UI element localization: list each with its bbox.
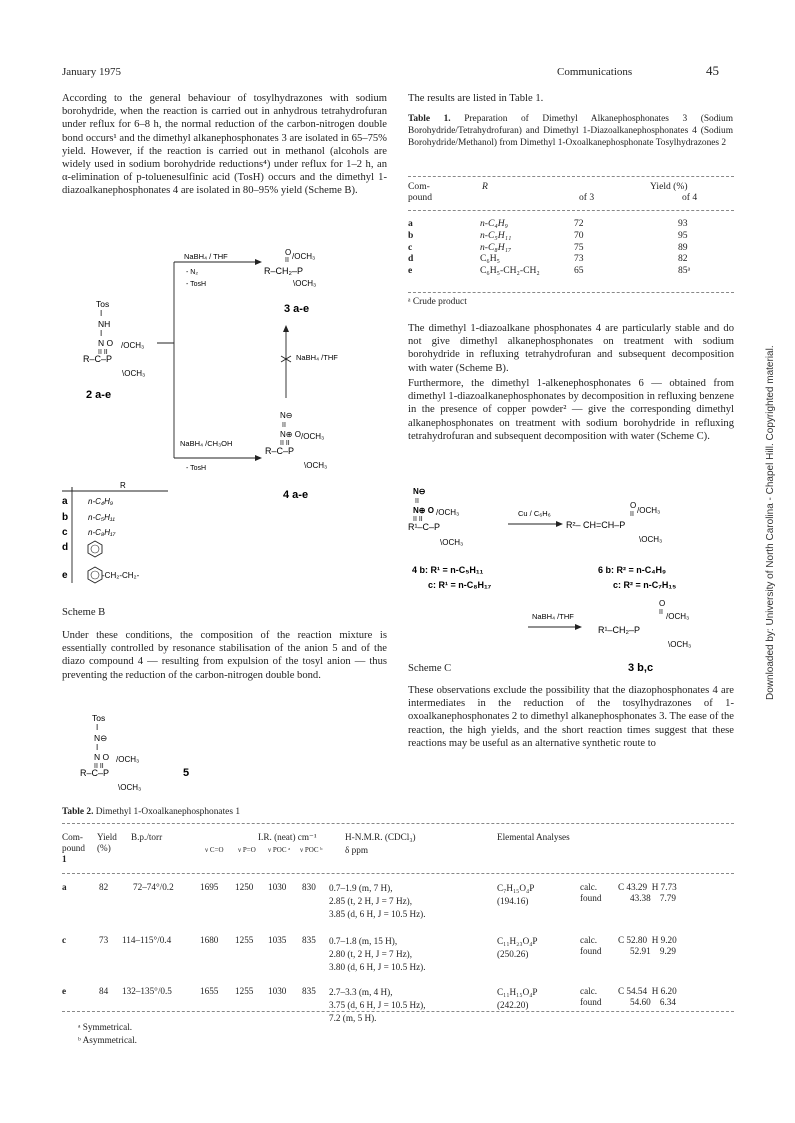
svg-text:II: II xyxy=(285,257,289,264)
scheme-b-label-4: 4 a-e xyxy=(283,489,309,501)
table2-header-yield: Yield (%) xyxy=(97,832,117,853)
right-paragraph-2: Furthermore, the dimethyl 1-alkenephosphonates 6 — obtained from dimethyl 1-diazoalkanephosphonates by decomposition in refluxing benzene in the presence of copper powder² — give the corresponding dimethyl alkanephosphonates on treatment with sodium borohydride in refluxing tetrahydrofuran and subsequent decomposition with water (Scheme C). xyxy=(408,378,734,442)
scheme-b-diagram xyxy=(62,248,392,603)
svg-text:II II: II II xyxy=(98,349,108,356)
running-date: January 1975 xyxy=(62,66,121,78)
scheme-c-caption: Scheme C xyxy=(408,663,452,674)
table2-caption-label: Table 2. xyxy=(62,807,94,817)
svg-text:\OCH₃: \OCH₃ xyxy=(118,783,142,792)
table2-header-nmr-sub: δ ppm xyxy=(345,845,368,855)
r-id-a: a xyxy=(62,496,68,507)
scheme-c-reagent-1: Cu / C₆H₆ xyxy=(518,509,551,518)
svg-text:/OCH₃: /OCH₃ xyxy=(666,612,690,621)
table2-caption-text: Dimethyl 1-Oxoalkanephosphonates 1 xyxy=(95,807,241,817)
svg-text:I: I xyxy=(96,743,99,752)
running-journal: Communications xyxy=(557,66,633,78)
svg-text:N⊖: N⊖ xyxy=(413,487,426,496)
scheme-b-caption: Scheme B xyxy=(62,607,106,618)
scheme-b-top-reagent: NaBH₄ / THF xyxy=(184,252,228,261)
r-value-b: n-C₅H₁₁ xyxy=(88,513,115,522)
table1 xyxy=(408,218,690,277)
svg-text:N⊕ O: N⊕ O xyxy=(280,430,301,439)
svg-text:O: O xyxy=(630,501,637,510)
svg-text:N⊕ O: N⊕ O xyxy=(413,506,434,515)
table2-footnote-a: ᵃ Symmetrical. xyxy=(78,1022,133,1032)
svg-text:II: II xyxy=(282,422,286,429)
svg-text:/OCH₃: /OCH₃ xyxy=(292,252,316,261)
svg-text:N O: N O xyxy=(94,752,110,762)
svg-text:I: I xyxy=(100,309,103,318)
svg-text:\OCH₃: \OCH₃ xyxy=(668,640,692,649)
table2-header-ir: I.R. (neat) cm⁻¹ xyxy=(258,832,317,842)
right-paragraph-1: The dimethyl 1-diazoalkane phosphonates 4 are particularly stable and do not give dimethyl alkanephosphonates on treatment with sodium borohydride in refluxing tetrahydrofuran and subsequent decomposition with water (Scheme B). xyxy=(408,323,734,374)
svg-text:R–C–P: R–C–P xyxy=(83,354,113,364)
svg-text:Tos: Tos xyxy=(96,299,110,309)
scheme-c-label-4b: 4 b: R¹ = n-C₅H₁₁ xyxy=(412,565,484,575)
svg-text:R–CH₂–P: R–CH₂–P xyxy=(264,266,304,276)
table1-header-of3: of 3 xyxy=(579,192,595,203)
table-row: a n-C₄H₉ 72 93 xyxy=(408,218,688,229)
download-watermark: Downloaded by: University of North Carolina - Chapel Hill. Copyrighted material. xyxy=(765,345,776,700)
svg-text:I: I xyxy=(96,723,99,732)
scheme-b-mid-reagent: NaBH₄ /THF xyxy=(296,353,338,362)
scheme-b-label-3: 3 a-e xyxy=(284,303,310,315)
svg-text:II II: II II xyxy=(94,763,104,770)
svg-text:N O: N O xyxy=(98,338,114,348)
svg-text:R¹–C–P: R¹–C–P xyxy=(408,522,441,532)
table1-header-compound: Com- pound xyxy=(408,181,432,203)
table1-header-yield: Yield (%) xyxy=(650,181,688,192)
svg-text:\OCH₃: \OCH₃ xyxy=(639,535,663,544)
r-value-e: -CH₂-CH₂- xyxy=(102,571,140,580)
scheme-c-label-4c: c: R¹ = n-C₈H₁₇ xyxy=(428,580,492,590)
svg-text:I: I xyxy=(100,329,103,338)
svg-text:/OCH₃: /OCH₃ xyxy=(436,508,460,517)
scheme-b-label-2: 2 a-e xyxy=(86,389,112,401)
benzene-ring-icon xyxy=(88,541,102,557)
scheme-b-minus-tosh: - TosH xyxy=(186,281,207,288)
svg-text:\OCH₃: \OCH₃ xyxy=(304,461,328,470)
table2-header-ir-co: ν C=O xyxy=(205,846,224,854)
scheme-c-label-3bc: 3 b,c xyxy=(628,662,654,674)
svg-text:II II: II II xyxy=(280,440,290,447)
structure-label-5: 5 xyxy=(183,767,190,779)
benzene-ring-icon xyxy=(88,567,102,583)
r-id-c: c xyxy=(62,527,68,538)
table2-header-ir-po: ν P=O xyxy=(238,846,256,854)
scheme-b-minus-n2: - N₂ xyxy=(186,269,199,276)
svg-text:NH: NH xyxy=(98,319,111,329)
svg-text:O: O xyxy=(285,248,292,257)
table2-footnote-b: ᵇ Asymmetrical. xyxy=(78,1035,137,1045)
left-paragraph-2: Under these conditions, the composition of the reaction mixture is essentially controlled by resonance stabilisation of the anion 5 and of the diazo compound 4 — resulting from expulsion of the tosyl anion — thus preventing the reduction of the carbon-nitrogen double bond. xyxy=(62,630,387,681)
table-row: d C₆H₅ 73 82 xyxy=(408,253,688,265)
svg-text:\OCH₃: \OCH₃ xyxy=(122,369,146,378)
page-number: 45 xyxy=(706,63,719,78)
svg-text:R–C–P: R–C–P xyxy=(265,446,295,456)
scheme-b-minus-tosh-2: - TosH xyxy=(186,465,207,472)
svg-text:Tos: Tos xyxy=(92,713,106,723)
svg-text:II: II xyxy=(415,498,419,505)
svg-text:\OCH₃: \OCH₃ xyxy=(440,538,464,547)
table1-caption-text: Preparation of Dimethyl Alkanephosphonates 3 (Sodium Borohydride/Tetrahydrofuran) and Dimethyl 1-Diazoalkanephosphonates 4 (Sodium Borohydride/Methanol) from Dimethyl 1-Oxoalkanephosphonate Tosylhydrazones 2 xyxy=(408,114,734,148)
scheme-c-label-6b: 6 b: R² = n-C₄H₉ xyxy=(598,565,667,575)
scheme-c-reagent-2: NaBH₄ /THF xyxy=(532,612,574,621)
table2-header-compound: Com- pound 1 xyxy=(62,832,85,864)
svg-text:/OCH₃: /OCH₃ xyxy=(116,755,140,764)
scheme-b-bot-reagent: NaBH₄ /CH₃OH xyxy=(180,439,233,448)
svg-text:R–C–P: R–C–P xyxy=(80,768,110,778)
table2-header-ir-poc-b: ν POC ᵇ xyxy=(300,846,323,854)
scheme-c-diagram xyxy=(408,484,738,684)
svg-text:/OCH₃: /OCH₃ xyxy=(637,506,661,515)
structure-5-diagram xyxy=(62,713,222,803)
left-paragraph-1: According to the general behaviour of tosylhydrazones with sodium borohydride, when the reaction is carried out in anhydrous tetrahydrofuran under reflux for 6–8 h, the normal reduction of the carbon-nitrogen double bond occurs¹ and the dimethyl alkanephosphonates 3 are isolated in 65–75% yield. However, if the reaction is carried out in methanol (alcohols are widely used in sodium borohydride reductions⁴) under reflux for 1–2 h, an α-elimination of p-toluenesulfinic acid (TosH) occurs and the dimethyl 1-diazoalkanephosphonates 4 are isolated in 80–95% yield (Scheme B). xyxy=(62,93,387,197)
svg-text:/OCH₃: /OCH₃ xyxy=(121,341,145,350)
table-row: e C₆H₅-CH₂-CH₂ 65 85ᵃ xyxy=(408,265,691,277)
table2-header-bp: B.p./torr xyxy=(131,832,163,842)
table1-footnote: ᵃ Crude product xyxy=(408,297,467,307)
svg-text:/OCH₃: /OCH₃ xyxy=(301,432,325,441)
svg-text:R¹–CH₂–P: R¹–CH₂–P xyxy=(598,625,641,635)
r-id-b: b xyxy=(62,512,69,523)
table1-caption xyxy=(408,113,733,149)
svg-text:R²– CH=CH–P: R²– CH=CH–P xyxy=(566,520,626,530)
r-value-c: n-C₈H₁₇ xyxy=(88,528,116,537)
svg-text:N⊖: N⊖ xyxy=(280,411,293,420)
table2-caption xyxy=(62,806,240,818)
svg-text:N⊖: N⊖ xyxy=(94,733,108,743)
table1-caption-label: Table 1. xyxy=(408,114,451,124)
r-id-d: d xyxy=(62,542,69,553)
table1-header-r: R xyxy=(482,181,488,192)
svg-text:II: II xyxy=(630,511,634,518)
r-id-e: e xyxy=(62,570,68,581)
svg-text:O: O xyxy=(659,599,666,608)
table1-header-of4: of 4 xyxy=(682,192,698,203)
svg-text:\OCH₃: \OCH₃ xyxy=(293,279,317,288)
table-row: b n-C₅H₁₁ 70 95 xyxy=(408,229,688,241)
table2-header-ir-poc-a: ν POC ᵃ xyxy=(268,846,291,854)
right-intro: The results are listed in Table 1. xyxy=(408,93,544,104)
r-table-header: R xyxy=(120,481,126,490)
svg-text:II: II xyxy=(659,609,663,616)
table2-header-nmr: H-N.M.R. (CDCl₃) xyxy=(345,832,416,842)
scheme-c-label-6c: c: R² = n-C₇H₁₅ xyxy=(613,580,677,590)
right-paragraph-3: These observations exclude the possibility that the diazophosphonates 4 are intermediates in the reduction of the tosylhydrazones of 1-oxoalkanephosphonates 2 to dimethyl alkanephosphonates 3. The ease of the reaction, the high yields, and the short reaction times suggest that these reactions may be useful as an alternative synthetic route to xyxy=(408,685,734,749)
table-row: c n-C₈H₁₇ 75 89 xyxy=(408,241,688,253)
table2-header-ea: Elemental Analyses xyxy=(497,832,570,842)
r-value-a: n-C₄H₉ xyxy=(88,497,114,506)
svg-text:II II: II II xyxy=(413,516,423,523)
